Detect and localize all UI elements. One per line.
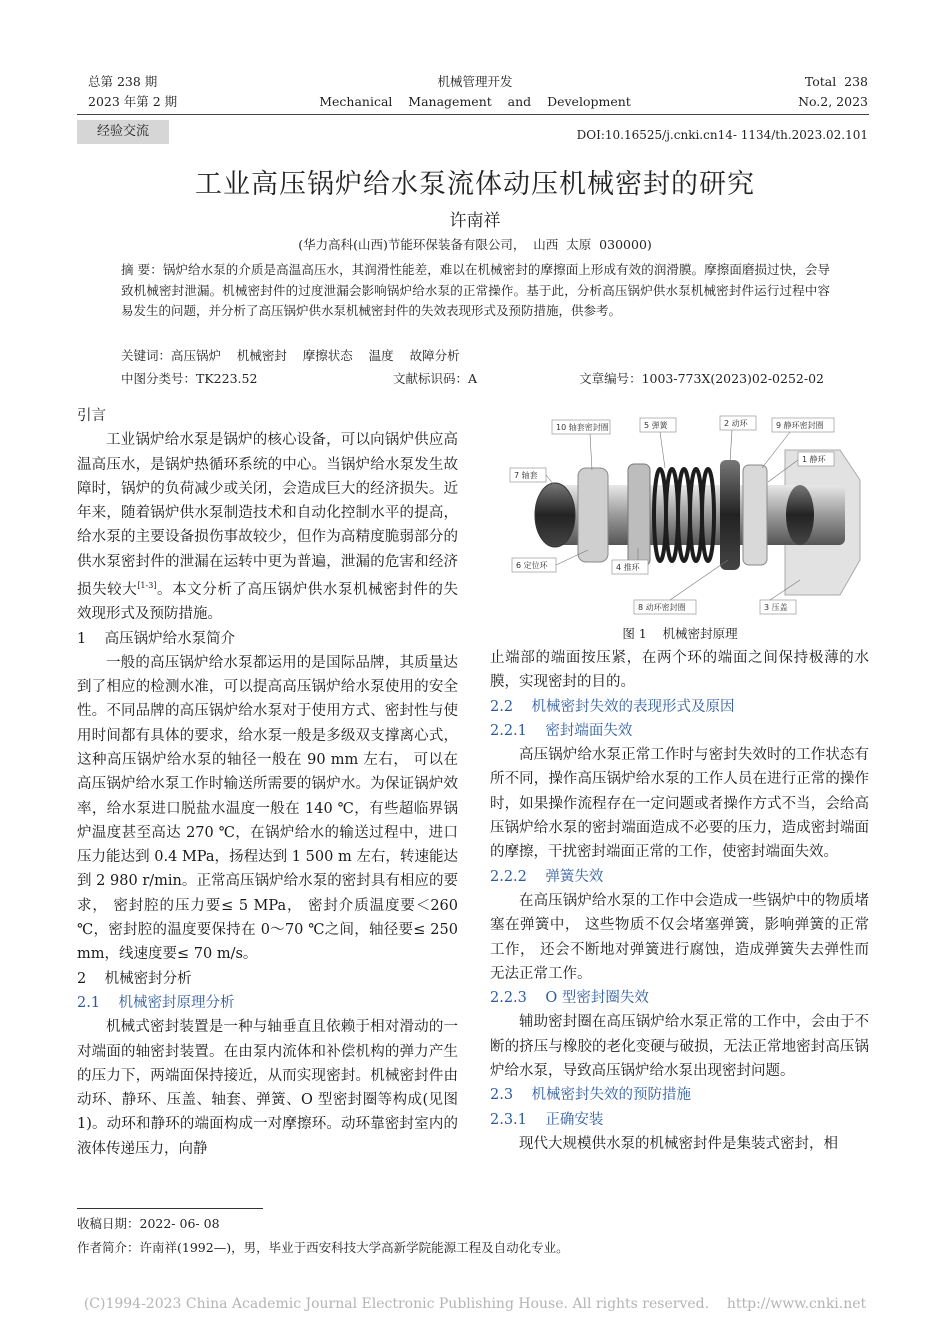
section-2-2-2-heading: 2.2.2 弹簧失效 <box>490 868 604 885</box>
continued-paragraph: 止端部的端面按压紧，在两个环的端面之间保持极薄的水膜，实现密封的目的。 <box>490 650 869 691</box>
section-2-3-1-paragraph: 现代大规模供水泵的机械密封件是集装式密封，相 <box>519 1135 838 1152</box>
citation-ref[interactable]: [1-3] <box>137 581 157 591</box>
label-rotating-ring: 2 动环 <box>724 419 748 428</box>
left-column <box>77 404 458 1161</box>
header-issue-en: No.2, 2023 <box>798 94 868 109</box>
document-code: 文献标识码：A <box>393 371 478 386</box>
label-gland: 3 压盖 <box>764 603 788 612</box>
clc-number: 中图分类号：TK223.52 <box>121 371 258 386</box>
shaft-end <box>786 485 814 545</box>
section-2-3-heading: 2.3 机械密封失效的预防措施 <box>490 1087 691 1104</box>
section-2-1-heading: 2.1 机械密封原理分析 <box>77 994 235 1011</box>
section-tag: 经验交流 <box>77 120 169 144</box>
label-sleeve-seal: 10 轴套密封圈 <box>556 423 609 432</box>
intro-heading: 引言 <box>77 408 106 424</box>
header-total-issue: 总第 238 期 <box>88 74 158 89</box>
label-stationary-ring: 1 静环 <box>802 455 826 464</box>
keywords: 关键词：高压锅炉 机械密封 摩擦状态 温度 故障分析 <box>121 348 460 363</box>
label-spring: 5 弹簧 <box>644 421 668 430</box>
header-volume-en <box>798 72 868 112</box>
affiliation: (华力高科(山西)节能环保装备有限公司， 山西 太原 030000) <box>298 237 652 252</box>
intro-text: 工业锅炉给水泵是锅炉的核心设备，可以向锅炉供应高温高压水，是锅炉热循环系统的中心。当锅炉给水泵发生故障时，锅炉的负荷减少或关闭，会造成巨大的经济损失。近年来，随着锅炉供水泵制造技术和自动化控制水平的提高，给水泵的主要设备损伤事故较少，但作为高精度脆弱部分的供水泵密封件的泄漏在运转中更为普遍，泄漏的危害和经济损失较大 <box>77 432 458 598</box>
push-ring <box>628 464 650 566</box>
article-number: 文章编号：1003-773X(2023)02-0252-02 <box>579 371 824 386</box>
right-column <box>490 646 869 1156</box>
received-date: 收稿日期：2022- 06- 08 <box>77 1216 220 1231</box>
stationary-ring <box>743 465 767 565</box>
figure-mechanical-seal <box>500 410 870 622</box>
positioning-ring <box>578 468 608 562</box>
copyright-footer: (C)1994-2023 China Academic Journal Electronic Publishing House. All rights reserved. http://www.cnki.net <box>83 1296 867 1312</box>
header-journal <box>275 72 675 112</box>
section-2-2-3-heading: 2.2.3 O 型密封圈失效 <box>490 990 649 1007</box>
header-volume <box>88 72 177 112</box>
section-2-2-3-paragraph: 辅助密封圈在高压锅炉给水泵正常的工作中，会由于不断的挤压与橡胶的老化变硬与破损，无法正常地密封高压锅炉给水泵，导致高压锅炉给水泵出现密封问题。 <box>490 1014 869 1080</box>
paper-title: 工业高压锅炉给水泵流体动压机械密封的研究 <box>195 169 755 200</box>
section-2-2-1-paragraph: 高压锅炉给水泵正常工作时与密封失效时的工作状态有所不同，操作高压锅炉给水泵的工作人员在进行正常的操作时，如果操作流程存在一定问题或者操作方式不当，会给高压锅炉给水泵的密封端面造成不必要的压力，造成密封端面的摩擦，干扰密封端面正常的工作，使密封端面失效。 <box>490 747 869 861</box>
section-1-heading: 1 高压锅炉给水泵简介 <box>77 630 236 647</box>
label-sleeve: 7 轴套 <box>514 471 538 480</box>
figure-caption: 图 1 机械密封原理 <box>622 626 738 641</box>
author-bio: 作者简介：许南祥(1992—)，男，毕业于西安科技大学高新学院能源工程及自动化专业。 <box>77 1240 569 1255</box>
section-2-3-1-heading: 2.3.1 正确安装 <box>490 1111 604 1128</box>
journal-name-en: Mechanical Management and Development <box>319 94 631 109</box>
section-2-2-2-paragraph: 在高压锅炉给水泵的工作中会造成一些锅炉中的物质堵塞在弹簧中， 这些物质不仅会堵塞弹簧，影响弹簧的正常工作， 还会不断地对弹簧进行腐蚀，造成弹簧失去弹性而无法正常工作。 <box>490 892 869 982</box>
label-rotating-seal: 8 动环密封圈 <box>638 603 686 612</box>
label-positioning-ring: 6 定位环 <box>516 561 548 570</box>
section-2-2-heading: 2.2 机械密封失效的表现形式及原因 <box>490 698 735 715</box>
footnote-rule <box>77 1208 263 1209</box>
doi: DOI:10.16525/j.cnki.cn14- 1134/th.2023.02.101 <box>576 128 868 142</box>
intro-paragraph <box>77 428 458 626</box>
sleeve-end <box>535 483 575 547</box>
header-issue: 2023 年第 2 期 <box>88 94 178 109</box>
section-2-1-paragraph: 机械式密封装置是一种与轴垂直且依赖于相对滑动的一对端面的轴密封装置。在由泵内流体和补偿机构的弹力产生的压力下，两端面保持接近，从而实现密封。机械密封件由动环、静环、压盖、轴套、弹簧、O 型密封圈等构成(见图 1)。动环和静环的端面构成一对摩擦环。动环靠密封室内的液体传递压力，向静 <box>77 1019 458 1157</box>
abstract: 摘 要：锅炉给水泵的介质是高温高压水，其润滑性能差，难以在机械密封的摩擦面上形成有效的润滑膜。摩擦面磨损过快，会导致机械密封泄漏。机械密封件的过度泄漏会影响锅炉给水泵的正常操作。基于此，分析高压锅炉供水泵机械密封件运行过程中容易发生的问题，并分析了高压锅炉供水泵机械密封件的失效表现形式及预防措施，供参考。 <box>121 262 830 318</box>
header-total-en: Total 238 <box>804 74 868 89</box>
journal-name-cn: 机械管理开发 <box>437 74 513 89</box>
label-push-ring: 4 推环 <box>616 563 640 572</box>
section-2-2-1-heading: 2.2.1 密封端面失效 <box>490 722 633 739</box>
rotating-ring <box>720 460 740 570</box>
header-rule <box>77 114 869 115</box>
label-stationary-seal: 9 静环密封圈 <box>776 421 824 430</box>
intro-text-end: 。本文分析了高压锅炉供水泵机械密封件的失效现形式及预防措施。 <box>77 581 458 623</box>
section-2-heading: 2 机械密封分析 <box>77 970 192 987</box>
section-1-paragraph: 一般的高压锅炉给水泵都运用的是国际品牌，其质量达到了相应的检测水准，可以提高高压锅炉给水泵使用的安全性。不同品牌的高压锅炉给水泵对于使用方式、密封性与使用时间都有具体的要求，给水泵一般是多级双支撑离心式，这种高压锅炉给水泵的轴径一般在 90 mm 左右， 可以在高压锅炉给水泵工作时输送所需要的锅炉水。为保证锅炉效率，给水泵进口脱盐水温度一般在 140 ℃，有些超临界锅炉温度甚至高达 270 ℃，在锅炉给水的输送过程中，进口压力能达到 0.4 MPa，扬程达到 1 500 m 左右，转速能达到 2 980 r/min。正常高压锅炉给水泵的密封具有相应的要求， 密封腔的压力要≤ 5 MPa， 密封介质温度要＜260 ℃，密封腔的温度要保持在 0～70 ℃之间，轴径要≤ 250 mm，线速度要≤ 70 m/s。 <box>77 654 458 963</box>
paper-author: 许南祥 <box>449 211 501 231</box>
